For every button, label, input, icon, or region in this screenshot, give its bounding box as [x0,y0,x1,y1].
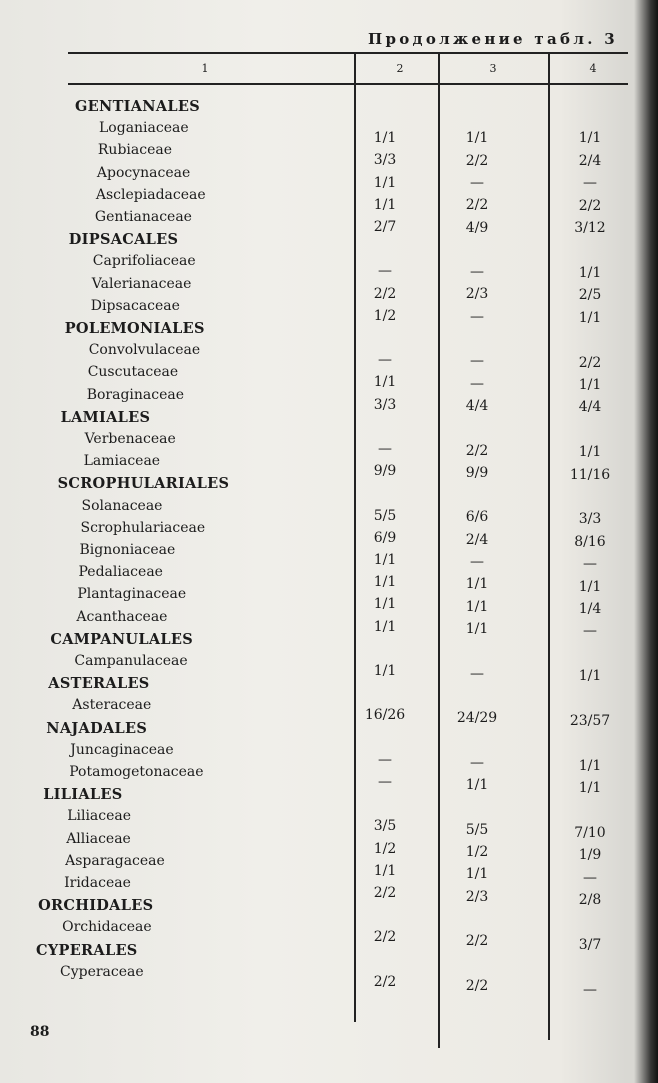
cell-col-4: 23/57 [569,712,611,729]
order-name: DIPSACALES [68,231,179,249]
cell-col-2: — [378,352,392,369]
cell-col-2: 1/1 [373,596,397,613]
cell-col-2: 1/2 [373,840,397,857]
cell-col-3: 4/9 [465,219,489,236]
cell-col-2: 1/1 [373,196,397,213]
cell-col-4: 11/16 [569,466,611,483]
cell-col-2: 9/9 [373,463,397,480]
cell-col-3: — [470,264,484,281]
header-bottom-rule [68,83,628,85]
family-name: Apocynaceae [96,164,191,181]
cell-col-2: 3/5 [373,818,397,835]
cell-col-4: 3/7 [578,937,602,953]
cell-col-2: 1/1 [373,374,397,391]
family-name: Pedaliaceae [78,564,163,581]
cell-col-3: 4/4 [465,397,489,414]
cell-col-4: 1/1 [578,130,602,147]
cell-col-3: 1/1 [465,777,489,794]
cell-col-3: 2/2 [465,197,489,214]
order-name: ORCHIDALES [38,897,154,915]
header-col-4: 4 [589,62,597,75]
family-name: Caprifoliaceae [92,253,196,270]
cell-col-2: 6/9 [373,529,397,546]
cell-col-3: — [470,554,484,571]
cell-col-4: 1/1 [578,668,602,685]
cell-col-3: 1/1 [465,130,489,147]
family-name: Gentianaceae [94,209,192,225]
cell-col-4: 1/1 [578,376,602,393]
family-name: Lamiaceae [83,453,161,470]
cell-col-2: 5/5 [373,507,397,524]
order-name: LILIALES [43,786,123,804]
cell-col-3: 2/2 [465,933,489,950]
cell-col-2: — [378,441,392,457]
cell-col-3: — [470,375,484,392]
cell-col-4: 1/9 [578,847,602,864]
cell-col-2: 1/1 [373,130,397,147]
table-caption: Продолжение табл. 3 [368,30,618,48]
cell-col-4: 1/1 [578,780,602,797]
cell-col-3: 1/1 [465,866,489,883]
family-name: Campanulaceae [74,653,188,669]
cell-col-3: — [470,308,484,325]
cell-col-3: 24/29 [456,710,498,727]
family-name: Cuscutaceae [87,364,179,381]
cell-col-3: 2/3 [465,888,489,905]
cell-col-3: 1/2 [465,844,489,860]
cell-col-4: — [583,623,597,640]
order-name: CYPERALES [36,941,138,959]
family-name: Bignoniaceae [79,542,176,558]
cell-col-3: 1/1 [465,598,489,615]
family-name: Plantaginaceae [77,586,187,603]
cell-col-4: 2/4 [578,152,602,169]
family-name: Potamogetonaceae [69,764,204,780]
cell-col-3: 2/4 [465,531,489,548]
cell-col-4: 1/1 [578,757,602,774]
cell-col-2: — [378,263,392,280]
family-name: Iridaceae [64,875,131,891]
cell-col-2: 1/1 [373,663,397,679]
cell-col-3: 2/3 [465,286,489,303]
cell-col-2: 2/2 [373,285,397,302]
cell-col-2: 3/3 [373,396,397,413]
cell-col-2: 1/1 [373,618,397,635]
cell-col-3: 5/5 [465,821,489,838]
cell-col-2: 2/2 [373,973,397,990]
family-name: Rubiaceae [97,142,172,159]
cell-col-4: 3/12 [574,220,606,236]
header-col-2: 2 [396,62,404,75]
page-number: 88 [30,1024,50,1040]
cell-col-4: 1/1 [578,444,602,461]
cell-col-4: 2/5 [578,287,602,304]
cell-col-4: 1/1 [578,578,602,595]
cell-col-3: 2/2 [465,152,489,169]
cell-col-4: 8/16 [574,533,606,550]
cell-col-3: 9/9 [465,464,489,481]
cell-col-2: 3/3 [373,152,397,169]
family-name: Acanthaceae [76,608,168,625]
order-name: LAMIALES [60,408,151,426]
cell-col-2: 2/2 [373,885,397,901]
cell-col-2: 2/2 [373,929,397,946]
cell-col-3: — [470,174,484,191]
order-name: CAMPANULALES [50,630,193,648]
cell-col-3: 2/2 [465,442,489,459]
header-col-3: 3 [489,62,497,75]
cell-col-4: 2/8 [578,892,602,909]
order-name: GENTIANALES [75,98,201,115]
cell-col-4: 3/3 [578,511,602,528]
order-name: SCROPHULARIALES [57,475,230,493]
column-divider-2 [438,54,440,1048]
cell-col-4: 1/1 [578,264,602,281]
cell-col-4: 1/4 [578,600,602,617]
cell-col-3: 2/2 [465,977,489,994]
family-name: Asteraceae [72,697,152,714]
header-top-rule [68,52,628,54]
cell-col-4: 1/1 [578,309,602,326]
order-name: POLEMONIALES [64,320,205,337]
cell-col-2: 1/1 [373,574,397,591]
order-name: NAJADALES [46,719,148,737]
family-name: Asparagaceae [65,852,165,869]
family-name: Dipsacaceae [90,297,180,314]
family-name: Convolvulaceae [88,342,201,359]
cell-col-3: — [470,665,484,682]
cell-col-3: — [470,353,484,370]
order-name: ASTERALES [48,675,150,693]
family-name: Scrophulariaceae [80,519,206,536]
cell-col-3: 1/1 [465,621,489,637]
cell-col-2: 1/2 [373,307,397,324]
family-name: Alliaceae [66,830,131,847]
header-col-1: 1 [201,62,209,75]
cell-col-4: 7/10 [574,825,606,841]
family-name: Valerianaceae [91,275,192,292]
cell-col-4: — [583,981,597,998]
cell-col-2: 1/1 [373,552,397,568]
cell-col-2: — [378,751,392,768]
cell-col-3: 1/1 [465,576,489,593]
family-name: Liliaceae [67,808,132,825]
family-name: Orchidaceae [62,919,152,936]
family-name: Verbenaceae [84,431,176,447]
cell-col-2: 16/26 [364,707,406,724]
cell-col-4: — [583,175,597,192]
cell-col-4: — [583,556,597,573]
cell-col-3: — [470,754,484,771]
cell-col-4: 4/4 [578,399,602,416]
cell-col-2: 1/1 [373,862,397,879]
cell-col-2: 2/7 [373,219,397,235]
cell-col-4: 2/2 [578,197,602,214]
cell-col-4: — [583,869,597,886]
cell-col-2: 1/1 [373,174,397,191]
cell-col-3: 6/6 [465,509,489,526]
family-name: Solanaceae [81,497,163,514]
family-name: Cyperaceae [60,963,144,980]
cell-col-2: — [378,774,392,790]
family-name: Asclepiadaceae [95,186,206,203]
family-name: Boraginaceae [86,386,185,403]
cell-col-4: 2/2 [578,354,602,371]
family-name: Juncaginaceae [70,741,174,758]
column-divider-3 [548,54,550,1040]
family-name: Loganiaceae [99,120,189,137]
